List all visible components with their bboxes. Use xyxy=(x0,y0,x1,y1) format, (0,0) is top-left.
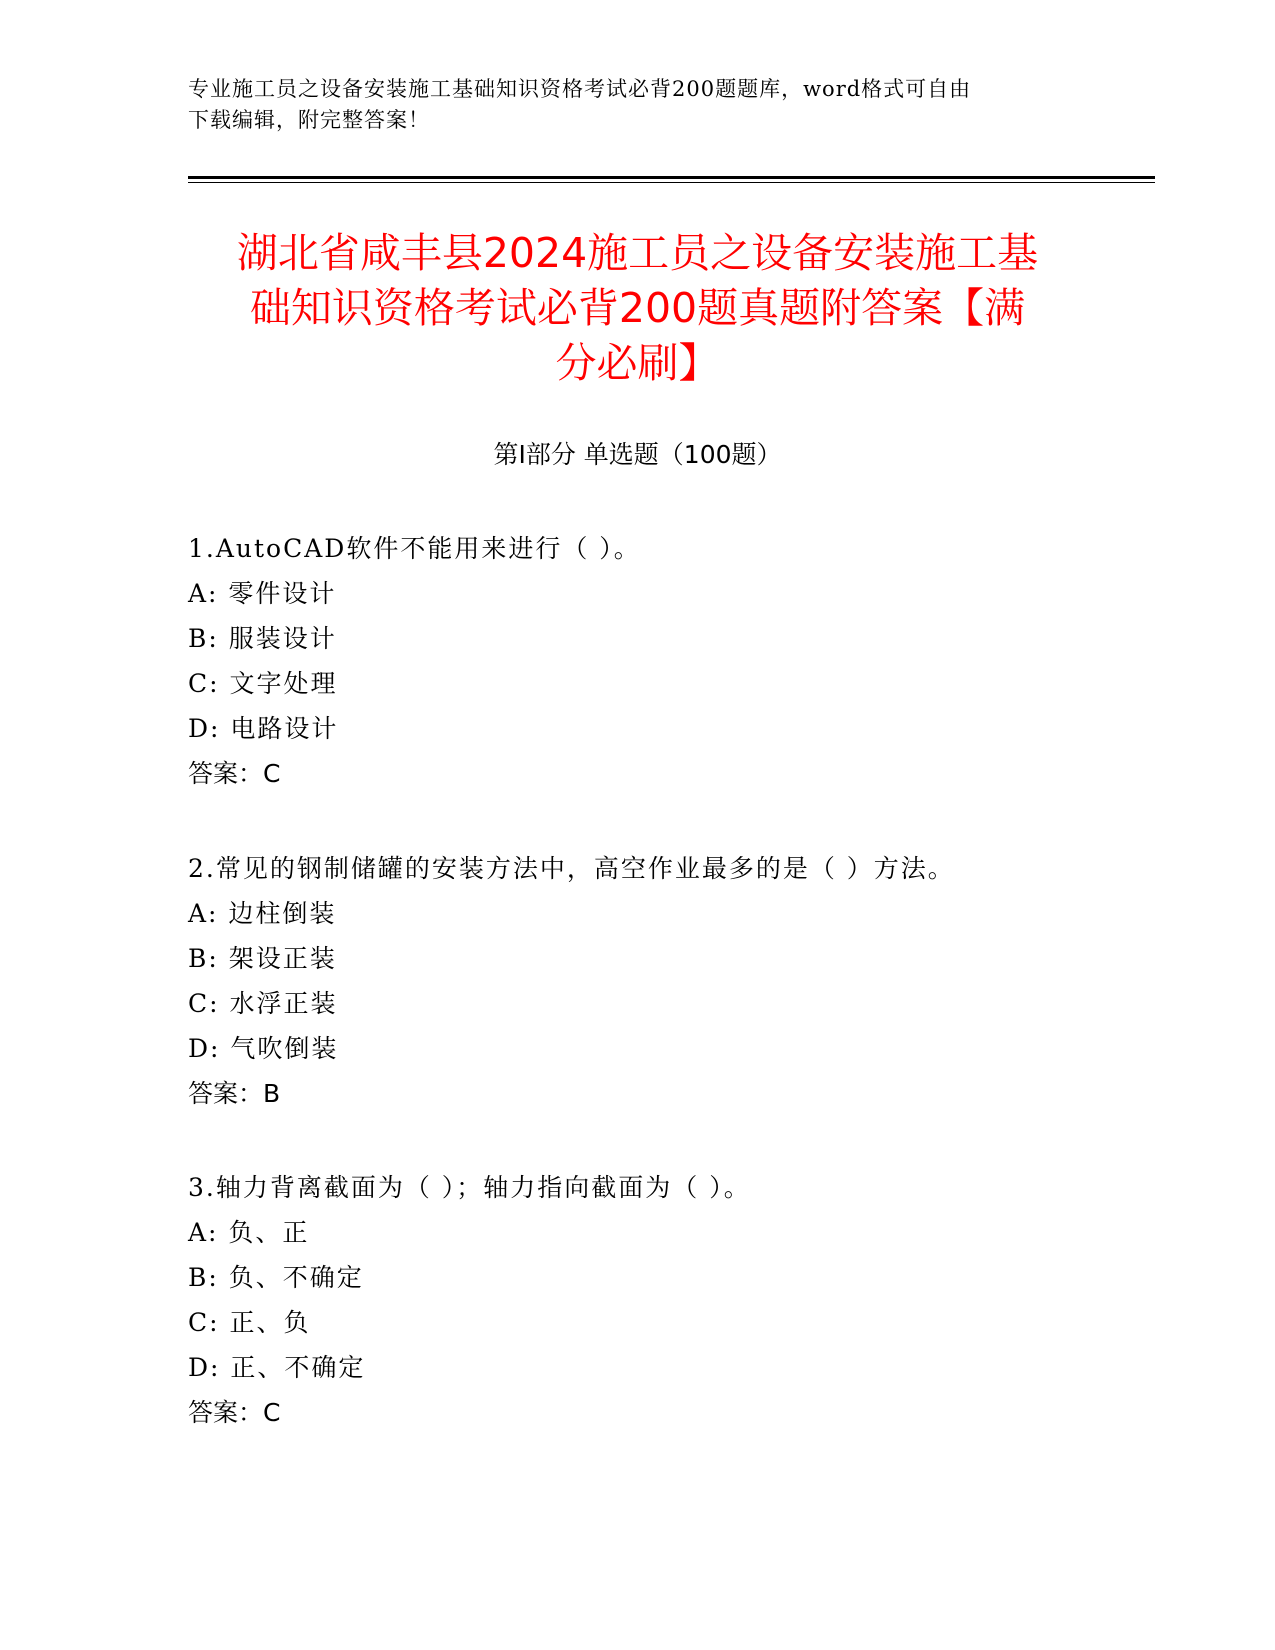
question-2 xyxy=(188,846,1138,1116)
option-a: A: 负、正 xyxy=(188,1218,310,1247)
question-stem: 3.轴力背离截面为（ ）；轴力指向截面为（ ）。 xyxy=(188,1173,751,1202)
option-c: C: 正、负 xyxy=(188,1308,311,1337)
option-d: D: 正、不确定 xyxy=(188,1353,366,1382)
answer: 答案：B xyxy=(188,1079,281,1108)
option-c: C: 文字处理 xyxy=(188,669,338,698)
header-note-line-1: 专业施工员之设备安装施工基础知识资格考试必背200题题库，word格式可自由 xyxy=(188,77,972,101)
document-title xyxy=(180,226,1095,391)
option-a: A: 零件设计 xyxy=(188,579,337,608)
header-note-line-2: 下载编辑，附完整答案！ xyxy=(188,108,430,132)
option-a: A: 边柱倒装 xyxy=(188,899,337,928)
document-title-line-3: 分必刷】 xyxy=(555,339,720,387)
document-title-line-2: 础知识资格考试必背200题真题附答案【满 xyxy=(249,284,1026,332)
header-note xyxy=(188,74,1088,136)
option-d: D: 电路设计 xyxy=(188,714,339,743)
option-b: B: 架设正装 xyxy=(188,944,337,973)
document-title-line-1: 湖北省咸丰县2024施工员之设备安装施工基 xyxy=(236,229,1039,277)
option-d: D: 气吹倒装 xyxy=(188,1034,339,1063)
option-b: B: 服装设计 xyxy=(188,624,337,653)
answer: 答案：C xyxy=(188,1398,281,1427)
question-stem: 2.常见的钢制储罐的安装方法中，高空作业最多的是（ ）方法。 xyxy=(188,854,955,883)
option-b: B: 负、不确定 xyxy=(188,1263,364,1292)
header-divider-thin xyxy=(188,182,1155,183)
header-divider-thick xyxy=(188,176,1155,179)
question-1 xyxy=(188,526,1138,796)
question-3 xyxy=(188,1165,1138,1435)
section-title: 第Ⅰ部分 单选题（100题） xyxy=(493,440,782,469)
answer: 答案：C xyxy=(188,759,281,788)
option-c: C: 水浮正装 xyxy=(188,989,338,1018)
question-stem: 1.AutoCAD软件不能用来进行（ ）。 xyxy=(188,534,641,563)
